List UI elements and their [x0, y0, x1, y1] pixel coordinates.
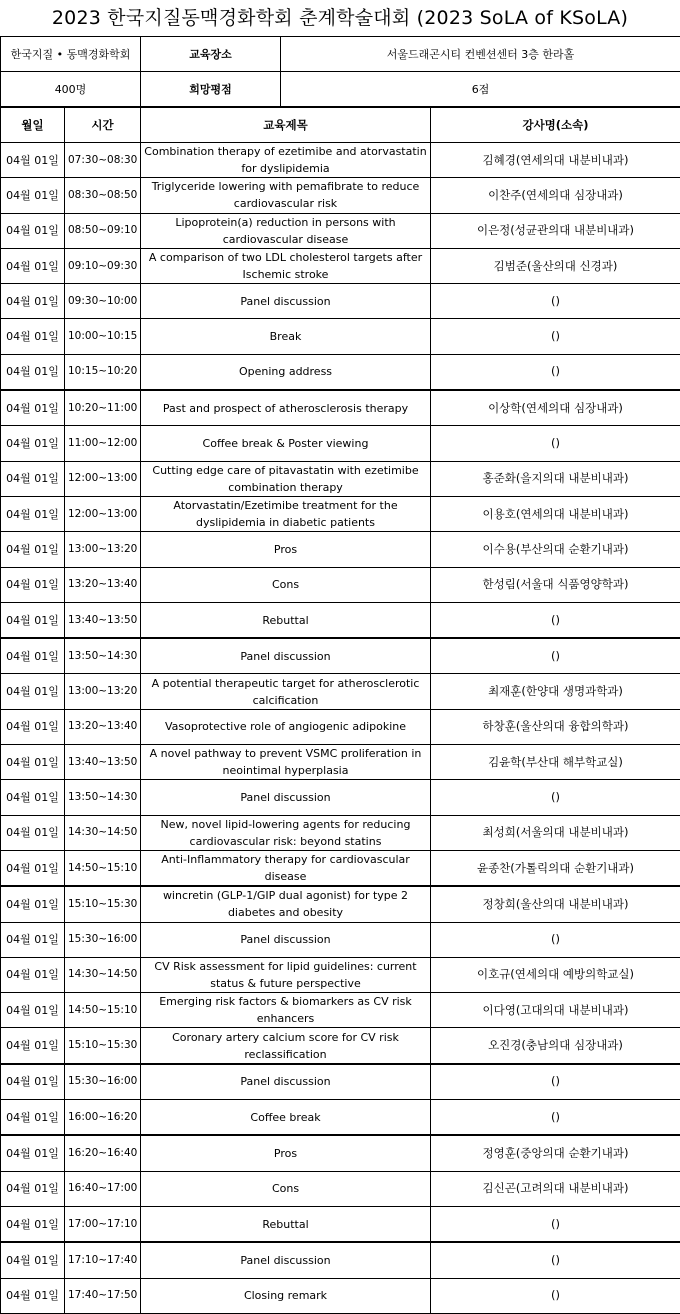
time-cell: 16:00~16:20 — [65, 1100, 141, 1136]
speaker-cell: 홍준화(을지의대 내분비내과) — [431, 461, 680, 496]
speaker-cell: 오진경(충남의대 심장내과) — [431, 1028, 680, 1064]
time-cell: 15:30~16:00 — [65, 1064, 141, 1100]
time-cell: 17:10~17:40 — [65, 1242, 141, 1278]
speaker-cell: 김범준(울산의대 신경과) — [431, 248, 680, 283]
time-cell: 15:10~15:30 — [65, 1028, 141, 1064]
date-cell: 04월 01일 — [1, 213, 65, 248]
table-row — [1, 319, 680, 354]
session-title-cell: Anti-Inflammatory therapy for cardiovascular disease — [141, 850, 431, 886]
time-cell: 17:00~17:10 — [65, 1206, 141, 1242]
session-title-cell: A comparison of two LDL cholesterol targets after Ischemic stroke — [141, 248, 431, 283]
date-cell: 04월 01일 — [1, 567, 65, 602]
table-row — [1, 780, 680, 815]
session-title-cell: A novel pathway to prevent VSMC proliferation in neointimal hyperplasia — [141, 745, 431, 780]
time-cell: 09:30~10:00 — [65, 284, 141, 319]
speaker-cell: 이상학(연세의대 심장내과) — [431, 390, 680, 426]
session-title-cell: Pros — [141, 1135, 431, 1171]
session-title-cell: Panel discussion — [141, 1242, 431, 1278]
table-row — [1, 426, 680, 461]
speaker-cell: () — [431, 1242, 680, 1278]
speaker-cell: () — [431, 354, 680, 390]
session-title-cell: Panel discussion — [141, 638, 431, 674]
speaker-cell: () — [431, 1064, 680, 1100]
session-title-cell: Cutting edge care of pitavastatin with ezetimibe combination therapy — [141, 461, 431, 496]
session-title-cell: New, novel lipid-lowering agents for reducing cardiovascular risk: beyond statins — [141, 815, 431, 850]
speaker-cell: 이용호(연세의대 내분비내과) — [431, 496, 680, 531]
speaker-cell: 이찬주(연세의대 심장내과) — [431, 178, 680, 213]
date-cell: 04월 01일 — [1, 178, 65, 213]
date-cell: 04월 01일 — [1, 745, 65, 780]
capacity-cell: 400명 — [1, 72, 141, 107]
time-cell: 13:40~13:50 — [65, 602, 141, 638]
session-title-cell: Opening address — [141, 354, 431, 390]
speaker-cell: 이은정(성균관의대 내분비내과) — [431, 213, 680, 248]
time-cell: 13:20~13:40 — [65, 709, 141, 744]
table-row — [1, 1206, 680, 1242]
table-row — [1, 886, 680, 922]
time-cell: 13:40~13:50 — [65, 745, 141, 780]
session-title-cell: Break — [141, 319, 431, 354]
time-cell: 10:00~10:15 — [65, 319, 141, 354]
speaker-cell: 정영훈(중앙의대 순환기내과) — [431, 1135, 680, 1171]
time-cell: 14:50~15:10 — [65, 993, 141, 1028]
date-cell: 04월 01일 — [1, 248, 65, 283]
time-cell: 12:00~13:00 — [65, 461, 141, 496]
table-row — [1, 638, 680, 674]
date-cell: 04월 01일 — [1, 780, 65, 815]
table-row — [1, 390, 680, 426]
speaker-cell: () — [431, 1278, 680, 1313]
time-cell: 13:50~14:30 — [65, 638, 141, 674]
time-cell: 10:15~10:20 — [65, 354, 141, 390]
speaker-cell: 이호규(연세의대 예방의학교실) — [431, 957, 680, 992]
table-row — [1, 461, 680, 496]
table-row — [1, 922, 680, 957]
speaker-cell: () — [431, 319, 680, 354]
time-cell: 09:10~09:30 — [65, 248, 141, 283]
time-cell: 13:50~14:30 — [65, 780, 141, 815]
speaker-cell: 최재훈(한양대 생명과학과) — [431, 674, 680, 709]
session-title-cell: Coffee break — [141, 1100, 431, 1136]
time-cell: 13:00~13:20 — [65, 532, 141, 567]
session-title-cell: Panel discussion — [141, 922, 431, 957]
table-row — [1, 178, 680, 213]
table-row — [1, 1100, 680, 1136]
time-cell: 13:00~13:20 — [65, 674, 141, 709]
speaker-cell: 이다영(고대의대 내분비내과) — [431, 993, 680, 1028]
table-row — [1, 602, 680, 638]
session-title-cell: Lipoprotein(a) reduction in persons with cardiovascular disease — [141, 213, 431, 248]
table-row — [1, 993, 680, 1028]
date-cell: 04월 01일 — [1, 1242, 65, 1278]
date-cell: 04월 01일 — [1, 1100, 65, 1136]
date-cell: 04월 01일 — [1, 354, 65, 390]
speaker-cell: () — [431, 1206, 680, 1242]
table-row — [1, 1028, 680, 1064]
speaker-cell: 최성희(서울의대 내분비내과) — [431, 815, 680, 850]
schedule-header-row — [1, 108, 680, 143]
time-cell: 14:50~15:10 — [65, 850, 141, 886]
session-title-cell: Coronary artery calcium score for CV risk reclassification — [141, 1028, 431, 1064]
date-cell: 04월 01일 — [1, 532, 65, 567]
speaker-cell: () — [431, 284, 680, 319]
header-speaker: 강사명(소속) — [431, 108, 680, 143]
date-cell: 04월 01일 — [1, 1206, 65, 1242]
session-title-cell: Coffee break & Poster viewing — [141, 426, 431, 461]
speaker-cell: () — [431, 602, 680, 638]
date-cell: 04월 01일 — [1, 319, 65, 354]
session-title-cell: Panel discussion — [141, 1064, 431, 1100]
speaker-cell: 김윤학(부산대 해부학교실) — [431, 745, 680, 780]
speaker-cell: () — [431, 638, 680, 674]
date-cell: 04월 01일 — [1, 886, 65, 922]
speaker-cell: 한성림(서울대 식품영양학과) — [431, 567, 680, 602]
table-row — [1, 709, 680, 744]
session-title-cell: Vasoprotective role of angiogenic adipokine — [141, 709, 431, 744]
session-title-cell: Panel discussion — [141, 284, 431, 319]
date-cell: 04월 01일 — [1, 638, 65, 674]
table-row — [1, 1278, 680, 1313]
speaker-cell: () — [431, 780, 680, 815]
table-row — [1, 1064, 680, 1100]
time-cell: 15:10~15:30 — [65, 886, 141, 922]
schedule-body — [1, 143, 680, 1314]
date-cell: 04월 01일 — [1, 284, 65, 319]
table-row — [1, 674, 680, 709]
header-title: 교육제목 — [141, 108, 431, 143]
date-cell: 04월 01일 — [1, 602, 65, 638]
table-row — [1, 957, 680, 992]
session-title-cell: Combination therapy of ezetimibe and atorvastatin for dyslipidemia — [141, 143, 431, 178]
table-row — [1, 567, 680, 602]
session-title-cell: Pros — [141, 532, 431, 567]
date-cell: 04월 01일 — [1, 815, 65, 850]
session-title-cell: Atorvastatin/Ezetimibe treatment for the dyslipidemia in diabetic patients — [141, 496, 431, 531]
venue-label: 교육장소 — [141, 37, 281, 72]
date-cell: 04월 01일 — [1, 709, 65, 744]
info-row-points — [1, 72, 680, 107]
header-time: 시간 — [65, 108, 141, 143]
session-title-cell: wincretin (GLP-1/GIP dual agonist) for type 2 diabetes and obesity — [141, 886, 431, 922]
time-cell: 12:00~13:00 — [65, 496, 141, 531]
date-cell: 04월 01일 — [1, 1278, 65, 1313]
header-date: 월일 — [1, 108, 65, 143]
date-cell: 04월 01일 — [1, 143, 65, 178]
table-row — [1, 354, 680, 390]
speaker-cell: 윤종찬(가톨릭의대 순환기내과) — [431, 850, 680, 886]
session-title-cell: Panel discussion — [141, 780, 431, 815]
table-row — [1, 815, 680, 850]
session-title-cell: Rebuttal — [141, 1206, 431, 1242]
session-title-cell: Rebuttal — [141, 602, 431, 638]
time-cell: 16:20~16:40 — [65, 1135, 141, 1171]
date-cell: 04월 01일 — [1, 426, 65, 461]
time-cell: 14:30~14:50 — [65, 815, 141, 850]
table-row — [1, 1135, 680, 1171]
table-row — [1, 850, 680, 886]
time-cell: 08:30~08:50 — [65, 178, 141, 213]
organizer-cell: 한국지질 • 동맥경화학회 — [1, 37, 141, 72]
venue-value: 서울드래곤시티 컨벤션센터 3층 한라홀 — [281, 37, 680, 72]
session-title-cell: Emerging risk factors & biomarkers as CV risk enhancers — [141, 993, 431, 1028]
speaker-cell: 김신곤(고려의대 내분비내과) — [431, 1171, 680, 1206]
points-value: 6점 — [281, 72, 680, 107]
date-cell: 04월 01일 — [1, 1064, 65, 1100]
table-row — [1, 248, 680, 283]
date-cell: 04월 01일 — [1, 1028, 65, 1064]
time-cell: 17:40~17:50 — [65, 1278, 141, 1313]
session-title-cell: Cons — [141, 567, 431, 602]
date-cell: 04월 01일 — [1, 850, 65, 886]
session-title-cell: Cons — [141, 1171, 431, 1206]
date-cell: 04월 01일 — [1, 1135, 65, 1171]
speaker-cell: 하창훈(울산의대 융합의학과) — [431, 709, 680, 744]
table-row — [1, 213, 680, 248]
date-cell: 04월 01일 — [1, 1171, 65, 1206]
speaker-cell: 김혜경(연세의대 내분비내과) — [431, 143, 680, 178]
time-cell: 13:20~13:40 — [65, 567, 141, 602]
table-row — [1, 496, 680, 531]
table-row — [1, 284, 680, 319]
table-row — [1, 143, 680, 178]
speaker-cell: () — [431, 922, 680, 957]
session-title-cell: CV Risk assessment for lipid guidelines: current status & future perspective — [141, 957, 431, 992]
date-cell: 04월 01일 — [1, 390, 65, 426]
schedule-table — [0, 107, 680, 1314]
time-cell: 14:30~14:50 — [65, 957, 141, 992]
speaker-cell: () — [431, 426, 680, 461]
time-cell: 10:20~11:00 — [65, 390, 141, 426]
date-cell: 04월 01일 — [1, 674, 65, 709]
session-title-cell: Closing remark — [141, 1278, 431, 1313]
date-cell: 04월 01일 — [1, 957, 65, 992]
session-title-cell: A potential therapeutic target for atherosclerotic calcification — [141, 674, 431, 709]
date-cell: 04월 01일 — [1, 496, 65, 531]
table-row — [1, 1171, 680, 1206]
page-title: 2023 한국지질동맥경화학회 춘계학술대회 (2023 SoLA of KSoLA) — [0, 0, 680, 36]
speaker-cell: () — [431, 1100, 680, 1136]
time-cell: 16:40~17:00 — [65, 1171, 141, 1206]
speaker-cell: 이수용(부산의대 순환기내과) — [431, 532, 680, 567]
speaker-cell: 정창희(울산의대 내분비내과) — [431, 886, 680, 922]
time-cell: 08:50~09:10 — [65, 213, 141, 248]
date-cell: 04월 01일 — [1, 922, 65, 957]
time-cell: 15:30~16:00 — [65, 922, 141, 957]
date-cell: 04월 01일 — [1, 993, 65, 1028]
table-row — [1, 1242, 680, 1278]
info-table — [0, 36, 680, 107]
time-cell: 11:00~12:00 — [65, 426, 141, 461]
info-row-venue — [1, 37, 680, 72]
session-title-cell: Triglyceride lowering with pemafibrate to reduce cardiovascular risk — [141, 178, 431, 213]
table-row — [1, 745, 680, 780]
points-label: 희망평점 — [141, 72, 281, 107]
session-title-cell: Past and prospect of atherosclerosis therapy — [141, 390, 431, 426]
time-cell: 07:30~08:30 — [65, 143, 141, 178]
table-row — [1, 532, 680, 567]
date-cell: 04월 01일 — [1, 461, 65, 496]
